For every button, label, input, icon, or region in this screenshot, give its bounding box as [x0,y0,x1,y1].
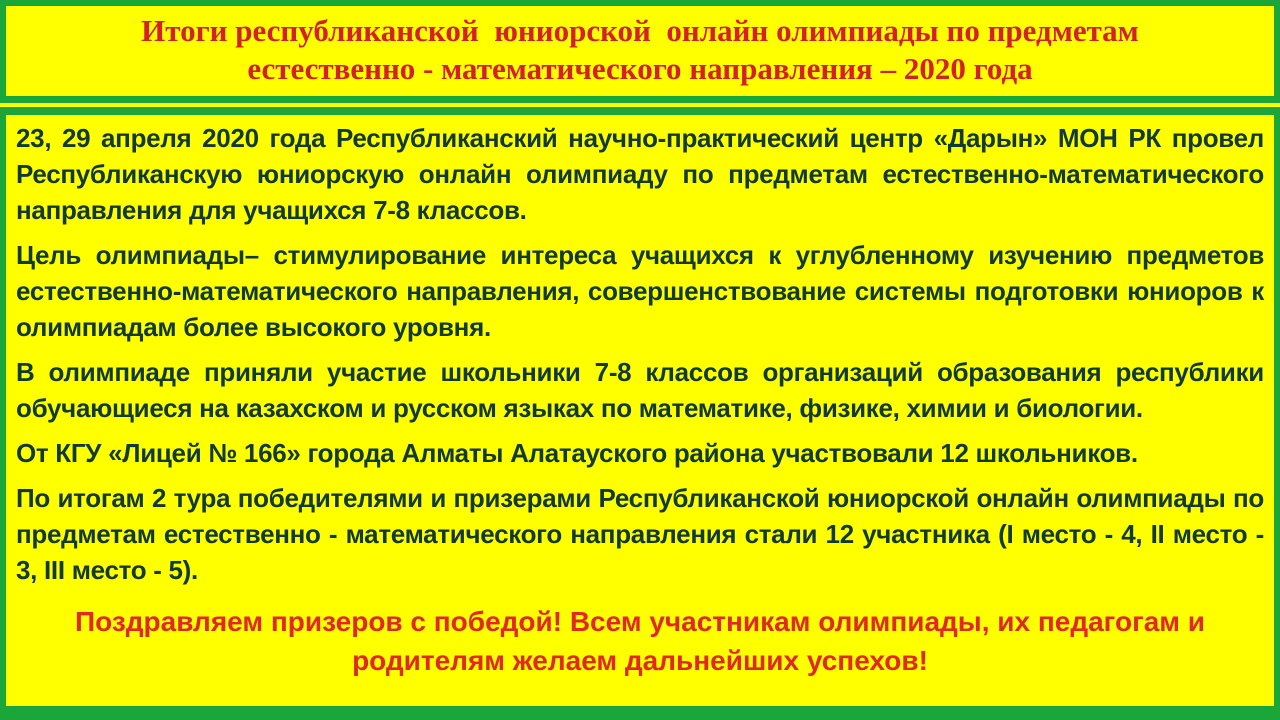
paragraph-results: По итогам 2 тура победителями и призерами Республиканской юниорской онлайн олимпиады по предметам естественно - математического направления стали 12 участника (I место - 4, II место - 3, III место - 5). [16,483,1264,585]
paragraph-olympiad-goal: Цель олимпиады– стимулирование интереса учащихся к углубленному изучению предметов естественно-математического направления, совершенствование системы подготовки юниоров к олимпиадам более высокого уровня. [16,240,1264,342]
paragraph-school-participants: От КГУ «Лицей № 166» города Алматы Алатауского района участвовали 12 школьников. [16,438,1138,468]
slide-body-box [0,107,1280,720]
closing-congratulation: Поздравляем призеров с победой! Всем участникам олимпиады, их педагогам и родителям желаем дальнейших успехов! [74,606,1206,676]
slide-title-box [0,0,1280,103]
paragraph-participants: В олимпиаде приняли участие школьники 7-8 классов организаций образования республики обучающиеся на казахском и русском языках по математике, физике, химии и биологии. [16,357,1264,423]
slide-title-line-2: естественно - математического направления – 2020 года [247,51,1033,86]
paragraph-event-announcement: 23, 29 апреля 2020 года Республиканский научно-практический центр «Дарын» МОН РК провел Республиканскую юниорскую онлайн олимпиаду по предметам естественно-математического направления для учащихся 7-8 классов. [16,123,1264,225]
slide-title-line-1: Итоги республиканской юниорской онлайн олимпиады по предметам [141,13,1139,48]
